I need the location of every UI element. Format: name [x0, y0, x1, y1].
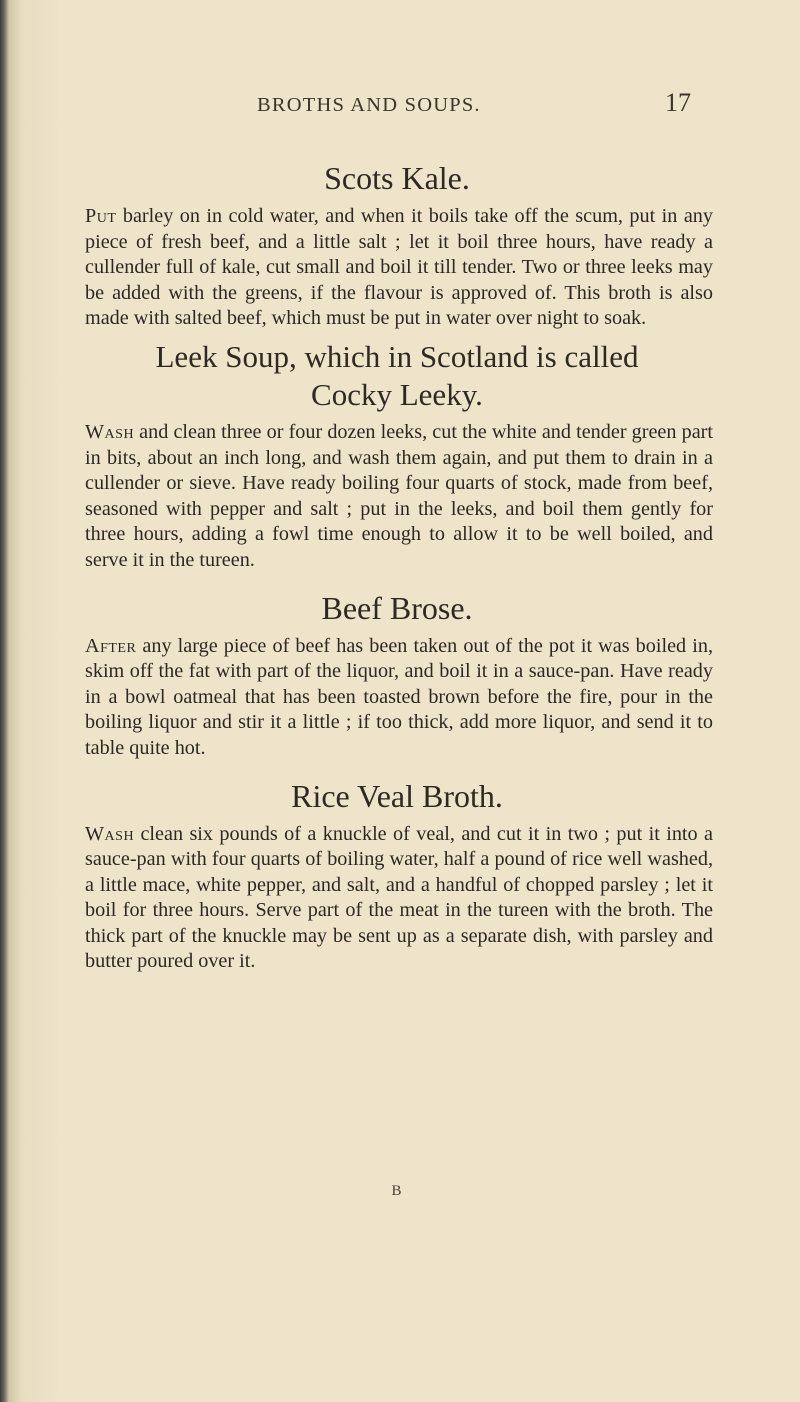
page-number: 17	[665, 88, 691, 117]
recipe-title	[81, 338, 713, 414]
running-head: BROTHS AND SOUPS.	[257, 94, 481, 116]
recipe-text: barley on in cold water, and when it boils take off the scum, put in any piece of fresh beef, and a little salt ; let it boil three hours, have ready a cullender full of kale, cut small and boil it till tender. Two or three leeks may be added with the greens, if the flavour is approved of. This broth is also made with salted beef, which must be put in water over night to soak.	[85, 205, 713, 330]
recipe-lead-word: After	[85, 634, 137, 657]
recipe-text: clean six pounds of a knuckle of veal, and cut it in two ; put it into a sauce-pan with four quarts of boiling water, half a pound of rice well washed, a little mace, white pepper, and salt, and a handful of chopped parsley ; let it boil for three hours. Serve part of the meat in the tureen with the broth. The thick part of the knuckle may be sent up as a separate dish, with parsley and butter poured over it.	[85, 822, 713, 973]
recipe-lead-word: Wash	[85, 420, 135, 443]
recipe-lead-word: Wash	[85, 822, 135, 845]
signature-mark: B	[391, 1183, 403, 1199]
recipe-title: Beef Brose.	[321, 589, 473, 626]
recipe-text: any large piece of beef has been taken out of the pot it was boiled in, skim off the fat with part of the liquor, and boil it in a sauce-pan. Have ready in a bowl oatmeal that has been toasted brown before the fire, pour in the boiling liquor and stir it a little ; if too thick, add more liquor, and send it to table quite hot.	[85, 634, 713, 759]
recipe-body	[81, 420, 713, 574]
recipe-title: Rice Veal Broth.	[291, 777, 503, 814]
page-content	[81, 158, 713, 1199]
recipe-title-line-2: Cocky Leeky.	[311, 376, 483, 412]
recipe-body	[81, 634, 713, 762]
recipe-beef-brose	[81, 588, 713, 762]
recipe-scots-kale	[81, 158, 713, 332]
recipe-body	[81, 204, 713, 332]
recipe-leek-soup	[81, 338, 713, 574]
recipe-body	[81, 822, 713, 976]
recipe-title-line-1: Leek Soup, which in Scotland is called	[155, 338, 639, 374]
recipe-text: and clean three or four dozen leeks, cut the white and tender green part in bits, about an inch long, and wash them again, and put them to drain in a cullender or sieve. Have ready boiling four quarts of stock, made from beef, seasoned with pepper and salt ; put in the leeks, and boil them gently for three hours, adding a fowl time enough to allow it to be well boiled, and serve it in the tureen.	[85, 420, 713, 571]
recipe-lead-word: Put	[85, 205, 117, 227]
recipe-title: Scots Kale.	[324, 160, 470, 196]
recipe-rice-veal-broth	[81, 776, 713, 976]
